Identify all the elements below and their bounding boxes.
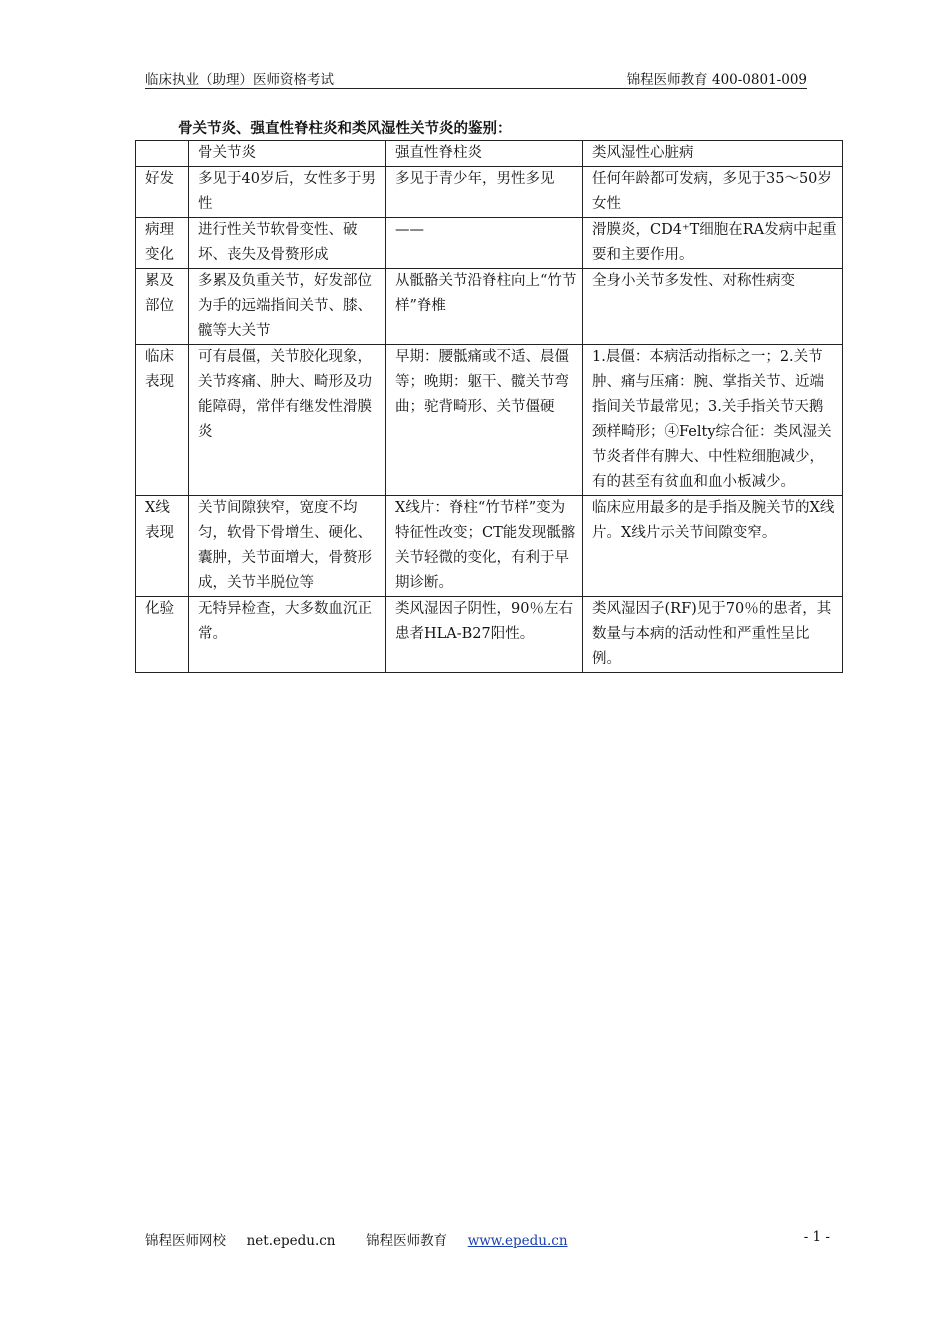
- table-header-cell: 强直性脊柱炎: [386, 141, 583, 167]
- table-row: [136, 167, 843, 218]
- table-cell: 进行性关节软骨变性、破坏、丧失及骨赘形成: [189, 218, 386, 269]
- table-cell: 多累及负重关节，好发部位为手的远端指间关节、膝、髋等大关节: [189, 269, 386, 345]
- table-header-cell: [136, 141, 189, 167]
- row-label: 好发: [136, 167, 189, 218]
- table-cell: 1.晨僵：本病活动指标之一；2.关节肿、痛与压痛：腕、掌指关节、近端指间关节最常见；3.关手指关节天鹅颈样畸形；④Felty综合征：类风湿关节炎者伴有脾大、中性粒细胞减少，有的甚至有贫血和血小板减少。: [583, 345, 843, 496]
- page-header: [145, 66, 807, 89]
- table-cell: ——: [386, 218, 583, 269]
- table-header-row: [136, 141, 843, 167]
- table-cell: 早期：腰骶痛或不适、晨僵等；晚期：躯干、髋关节弯曲；驼背畸形、关节僵硬: [386, 345, 583, 496]
- table-cell: 无特异检查，大多数血沉正常。: [189, 597, 386, 673]
- page-footer: [145, 1229, 830, 1249]
- table-cell: 任何年龄都可发病，多见于35～50岁女性: [583, 167, 843, 218]
- header-exam-title: 临床执业（助理）医师资格考试: [145, 72, 334, 88]
- table-cell: 类风湿因子阴性，90％左右患者HLA-B27阳性。: [386, 597, 583, 673]
- row-label: 临床表现: [136, 345, 189, 496]
- row-label: 累及部位: [136, 269, 189, 345]
- table-row: [136, 269, 843, 345]
- table-row: [136, 218, 843, 269]
- footer-school-url: net.epedu.cn: [246, 1233, 336, 1249]
- table-cell: 类风湿因子(RF)见于70％的患者，其数量与本病的活动性和严重性呈比例。: [583, 597, 843, 673]
- comparison-table: [135, 140, 843, 673]
- row-label: 病理变化: [136, 218, 189, 269]
- table-cell: 多见于40岁后，女性多于男性: [189, 167, 386, 218]
- document-title: 骨关节炎、强直性脊柱炎和类风湿性关节炎的鉴别：: [178, 120, 512, 137]
- footer-website-link[interactable]: www.epedu.cn: [467, 1233, 568, 1249]
- table-cell: 滑膜炎，CD4⁺T细胞在RA发病中起重要和主要作用。: [583, 218, 843, 269]
- table-cell: 多见于青少年，男性多见: [386, 167, 583, 218]
- table-cell: 临床应用最多的是手指及腕关节的X线片。X线片示关节间隙变窄。: [583, 496, 843, 597]
- footer-org-name: 锦程医师教育: [366, 1233, 448, 1249]
- table-cell: 从骶骼关节沿脊柱向上“竹节样”脊椎: [386, 269, 583, 345]
- table-row: [136, 345, 843, 496]
- header-contact: 锦程医师教育 400-0801-009: [626, 72, 807, 88]
- footer-school-name: 锦程医师网校: [145, 1233, 226, 1249]
- page-number: - 1 -: [803, 1229, 830, 1245]
- row-label: 化验: [136, 597, 189, 673]
- table-row: [136, 496, 843, 597]
- row-label: X线表现: [136, 496, 189, 597]
- table-cell: 关节间隙狭窄，宽度不均匀，软骨下骨增生、硬化、囊肿，关节面增大，骨赘形成，关节半脱位等: [189, 496, 386, 597]
- table-header-cell: 类风湿性心脏病: [583, 141, 843, 167]
- table-header-cell: 骨关节炎: [189, 141, 386, 167]
- table-cell: 可有晨僵，关节胶化现象，关节疼痛、肿大、畸形及功能障碍，常伴有继发性滑膜炎: [189, 345, 386, 496]
- table-row: [136, 597, 843, 673]
- table-cell: 全身小关节多发性、对称性病变: [583, 269, 843, 345]
- table-cell: X线片：脊柱“竹节样”变为特征性改变；CT能发现骶髂关节轻微的变化，有利于早期诊断。: [386, 496, 583, 597]
